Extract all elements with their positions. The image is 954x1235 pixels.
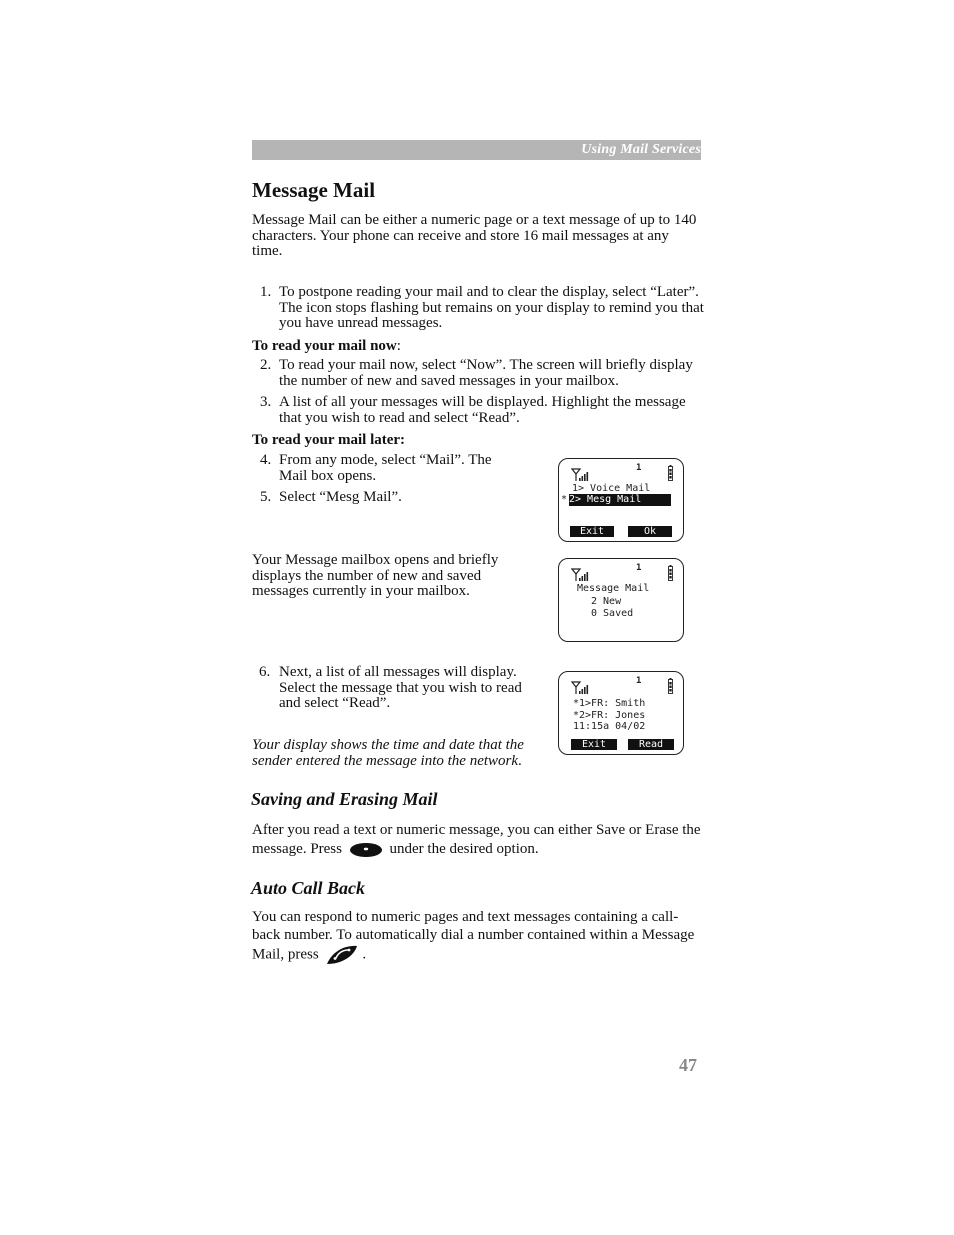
send-key-icon bbox=[324, 944, 360, 966]
step-3 bbox=[260, 395, 705, 426]
section-header-title: Using Mail Services bbox=[581, 142, 701, 157]
step-number: 6. bbox=[259, 664, 271, 680]
step-number: 5. bbox=[260, 489, 272, 505]
softkey-read: Read bbox=[628, 739, 674, 750]
signal-strength-icon bbox=[571, 468, 589, 482]
step-5 bbox=[260, 490, 522, 506]
section-header-bar bbox=[252, 140, 701, 160]
softkey-exit: Exit bbox=[571, 739, 617, 750]
display-note-period: . bbox=[518, 752, 522, 769]
display-note bbox=[252, 738, 537, 769]
step-1 bbox=[260, 285, 705, 332]
screen-title: Message Mail bbox=[577, 583, 650, 594]
step-number: 4. bbox=[260, 452, 272, 468]
step-text: Next, a list of all messages will display. Select the message that you wish to read and select “Read”. bbox=[279, 664, 522, 712]
step-text: A list of all your messages will be displayed. Highlight the message that you wish to read and select “Read”. bbox=[279, 394, 686, 426]
read-now-label-text: To read your mail now bbox=[252, 338, 397, 354]
saving-heading: Saving and Erasing Mail bbox=[251, 789, 438, 809]
mailbox-paragraph: Your Message mailbox opens and briefly displays the number of new and saved messages currently in your mailbox. bbox=[252, 552, 499, 600]
step-number: 1. bbox=[260, 284, 272, 300]
menu-item-mesg-mail: 2> Mesg Mail bbox=[569, 494, 671, 506]
read-later-label: To read your mail later: bbox=[252, 432, 406, 448]
saved-count: 0 Saved bbox=[591, 608, 634, 619]
battery-icon bbox=[668, 678, 673, 694]
saving-paragraph bbox=[252, 821, 702, 859]
message-row-smith: *1>FR: Smith bbox=[573, 698, 646, 709]
message-row-jones: *2>FR: Jones bbox=[573, 710, 646, 721]
step-2 bbox=[260, 358, 705, 389]
signal-strength-icon bbox=[571, 681, 589, 695]
signal-strength-icon bbox=[571, 568, 589, 582]
intro-paragraph: Message Mail can be either a numeric page or a text message of up to 140 characters. Your phone can receive and store 16 mail messages at any time. bbox=[252, 212, 697, 260]
read-now-colon: : bbox=[396, 338, 401, 354]
phone-display-mail-menu bbox=[558, 458, 684, 542]
softkey-exit: Exit bbox=[570, 526, 614, 537]
phone-display-mailbox-summary bbox=[558, 558, 684, 642]
step-text: To read your mail now, select “Now”. The screen will briefly display the number of new and saved messages in your mailbox. bbox=[279, 357, 693, 389]
softkey-ok: Ok bbox=[628, 526, 672, 537]
step-4 bbox=[260, 453, 522, 484]
step-number: 2. bbox=[260, 357, 272, 373]
display-note-text: Your display shows the time and date that the sender entered the message into the network bbox=[252, 737, 524, 769]
step-text-content: To postpone reading your mail and to clear the display, select “Later”. The icon stops flashing but remains on your display to remind you that you have unread messages. bbox=[279, 284, 704, 332]
indicator-digit: 1 bbox=[636, 563, 642, 573]
saving-text-b: under the desired option. bbox=[389, 841, 539, 857]
phone-display-message-list bbox=[558, 671, 684, 755]
step-number: 3. bbox=[260, 394, 272, 410]
step-6 bbox=[259, 665, 534, 712]
step-text bbox=[260, 285, 705, 332]
page-title: Message Mail bbox=[252, 178, 376, 202]
selection-marker: * bbox=[561, 494, 568, 505]
message-timestamp: 11:15a 04/02 bbox=[573, 721, 646, 732]
step-text: Select “Mesg Mail”. bbox=[279, 489, 402, 505]
indicator-digit: 1 bbox=[636, 463, 642, 473]
softkey-button-icon bbox=[349, 842, 383, 858]
callback-text-b: . bbox=[362, 946, 367, 963]
step-text: From any mode, select “Mail”. The Mail box opens. bbox=[279, 452, 492, 484]
callback-heading: Auto Call Back bbox=[251, 878, 366, 898]
battery-icon bbox=[668, 565, 673, 581]
indicator-digit: 1 bbox=[636, 676, 642, 686]
callback-paragraph bbox=[252, 909, 702, 966]
read-now-label bbox=[252, 338, 401, 354]
battery-icon bbox=[668, 465, 673, 481]
saving-text-a: After you read a text or numeric message, you can either Save or Erase the message. Press bbox=[252, 822, 701, 857]
new-count: 2 New bbox=[591, 596, 622, 607]
callback-text-a: You can respond to numeric pages and text messages containing a call-back number. To automatically dial a number contained within a Message Mail, press bbox=[252, 909, 695, 963]
menu-item-voice-mail: 1> Voice Mail bbox=[572, 483, 651, 494]
page-number: 47 bbox=[679, 1055, 697, 1075]
